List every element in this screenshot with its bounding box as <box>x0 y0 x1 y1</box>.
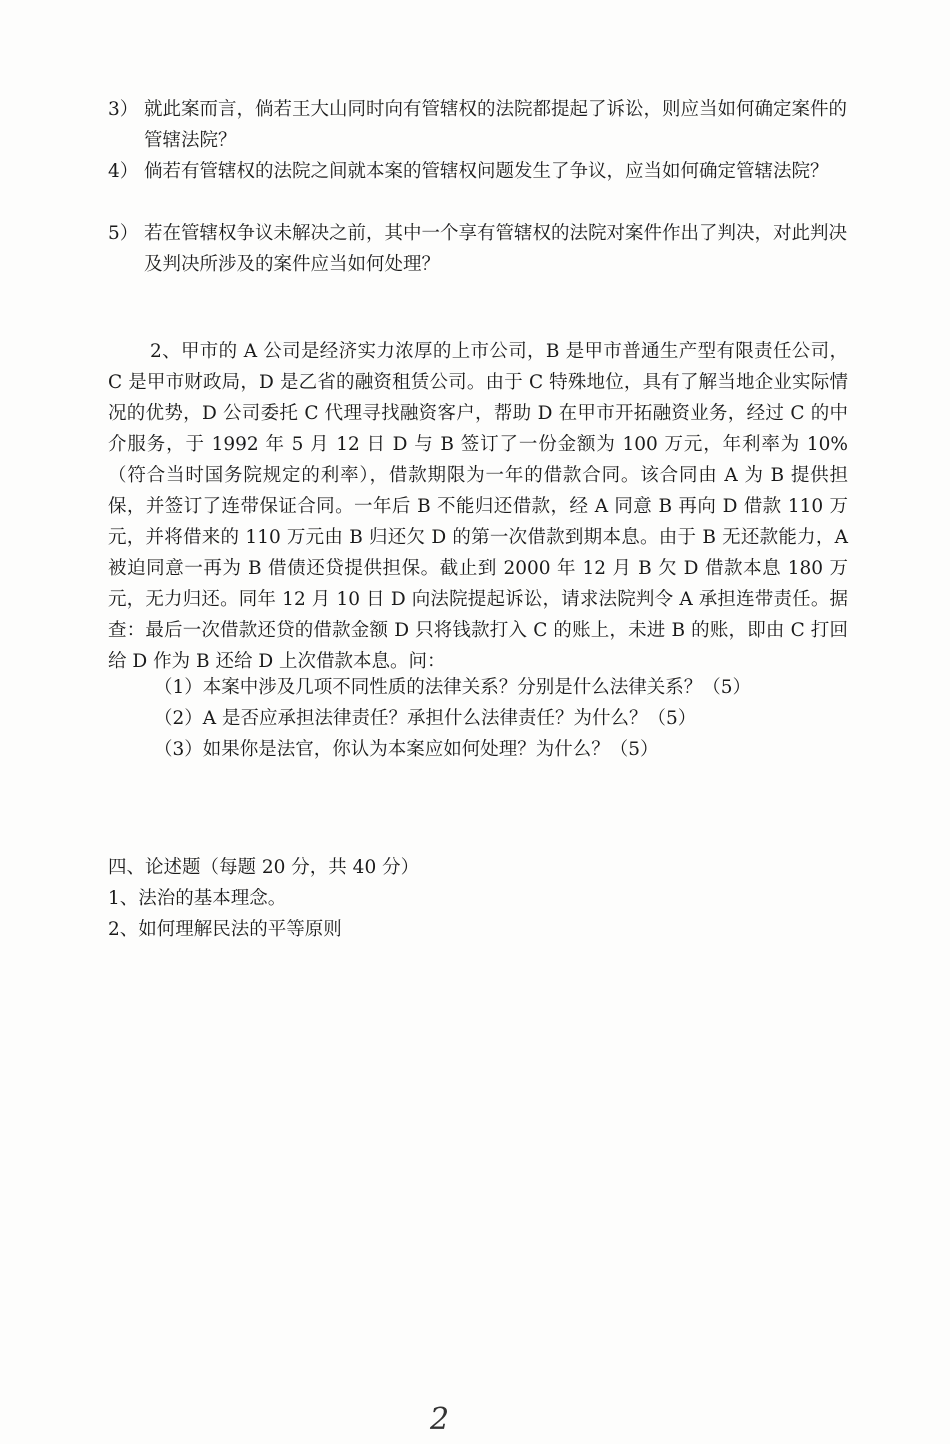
case-2-block <box>108 336 848 677</box>
section-4-heading: 四、论述题（每题 20 分，共 40 分） <box>108 857 420 878</box>
section-4 <box>108 852 848 945</box>
question-4 <box>108 156 848 187</box>
case-2-body: 2、甲市的 A 公司是经济实力浓厚的上市公司，B 是甲市普通生产型有限责任公司，C 是甲市财政局，D 是乙省的融资租赁公司。由于 C 特殊地位，具有了解当地企业实际情况的优势，D 公司委托 C 代理寻找融资客户，帮助 D 在甲市开拓融资业务，经过 C 的中介服务，于 1992 年 5 月 12 日 D 与 B 签订了一份金额为 100 万元，年利率为 10%（符合当时国务院规定的利率），借款期限为一年的借款合同。该合同由 A 为 B 提供担保，并签订了连带保证合同。一年后 B 不能归还借款，经 A 同意 B 再向 D 借款 110 万元，并将借来的 110 万元由 B 归还欠 D 的第一次借款到期本息。由于 B 无还款能力，A 被迫同意一再为 B 借债还贷提供担保。截止到 2000 年 12 月 B 欠 D 借款本息 180 万元，无力归还。同年 12 月 10 日 D 向法院提起诉讼，请求法院判令 A 承担连带责任。据查：最后一次借款还贷的借款金额 D 只将钱款打入 C 的账上，未进 B 的账，即由 C 打回给 D 作为 B 还给 D 上次借款本息。问： <box>108 341 848 672</box>
question-5 <box>108 218 848 280</box>
page-number: 2 <box>430 1402 450 1437</box>
essay-item-2: 2、如何理解民法的平等原则 <box>108 919 342 940</box>
question-text: 若在管辖权争议未解决之前，其中一个享有管辖权的法院对案件作出了判决，对此判决及判决所涉及的案件应当如何处理？ <box>144 223 848 275</box>
case-2-question-3: （3）如果你是法官，你认为本案应如何处理？为什么？（5） <box>154 739 659 760</box>
case-2-question-1: （1）本案中涉及几项不同性质的法律关系？分别是什么法律关系？（5） <box>154 677 752 698</box>
question-number: 5） <box>108 223 139 244</box>
question-3 <box>108 94 848 156</box>
question-number: 3） <box>108 99 139 120</box>
case-2-question-2: （2）A 是否应承担法律责任？承担什么法律责任？为什么？（5） <box>154 708 697 729</box>
essay-item-1: 1、法治的基本理念。 <box>108 888 287 909</box>
question-text: 就此案而言，倘若王大山同时向有管辖权的法院都提起了诉讼，则应当如何确定案件的管辖法院？ <box>144 99 848 151</box>
question-number: 4） <box>108 161 139 182</box>
question-text: 倘若有管辖权的法院之间就本案的管辖权问题发生了争议，应当如何确定管辖法院？ <box>144 161 829 182</box>
